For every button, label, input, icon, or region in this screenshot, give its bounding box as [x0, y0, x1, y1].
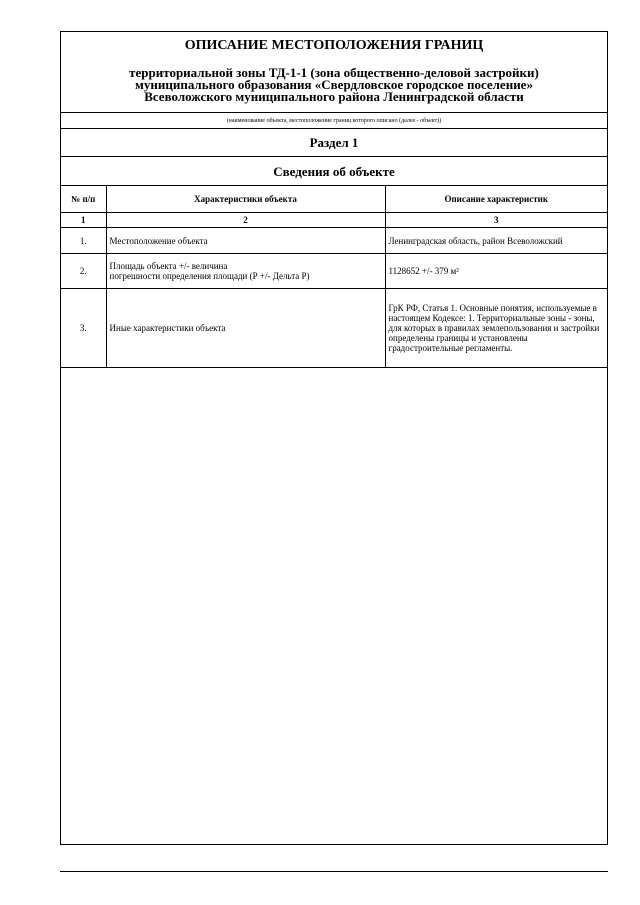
column-number: 3 — [385, 213, 607, 228]
row-characteristic: Местоположение объекта — [106, 228, 385, 254]
row-characteristic: Иные характеристики объекта — [106, 289, 385, 368]
subtitle-line: Всеволожского муниципального района Ленинградской области — [144, 89, 524, 104]
title-block — [61, 32, 607, 113]
header-description: Описание характеристик — [385, 186, 607, 213]
table-row — [61, 228, 607, 254]
characteristic-line: Площадь объекта +/- величина — [109, 261, 228, 271]
table-row — [61, 254, 607, 289]
row-description: 1128652 +/- 379 м² — [385, 254, 607, 289]
document-title: ОПИСАНИЕ МЕСТОПОЛОЖЕНИЯ ГРАНИЦ — [184, 38, 484, 53]
header-characteristic: Характеристики объекта — [106, 186, 385, 213]
header-num: № п/п — [61, 186, 106, 213]
row-characteristic — [106, 254, 385, 289]
document-frame — [60, 31, 608, 845]
object-caption: (наименование объекта, местоположение границ которого описано (далее - объект)) — [61, 113, 607, 129]
object-info-table — [61, 186, 607, 368]
section-title: Сведения об объекте — [61, 157, 607, 186]
table-header-row — [61, 186, 607, 213]
footer-divider — [60, 871, 608, 872]
column-number-row — [61, 213, 607, 228]
subtitle-line: территориальной зоны ТД-1-1 (зона общественно-деловой застройки) — [129, 65, 539, 80]
table-row — [61, 289, 607, 368]
row-num: 2. — [61, 254, 106, 289]
column-number: 1 — [61, 213, 106, 228]
row-description: ГрК РФ, Статья 1. Основные понятия, используемые в настоящем Кодексе: 1. Территориальные зоны - зоны, для которых в правилах землепользования и застройки определены границы и установлены градостроительные регламенты. — [385, 289, 607, 368]
characteristic-line: погрешности определения площади (Р +/- Дельта Р) — [109, 271, 310, 281]
document-subtitle — [81, 67, 587, 103]
row-description: Ленинградская область, район Всеволожский — [385, 228, 607, 254]
row-num: 1. — [61, 228, 106, 254]
subtitle-line: муниципального образования «Свердловское городское поселение» — [135, 77, 533, 92]
column-number: 2 — [106, 213, 385, 228]
row-num: 3. — [61, 289, 106, 368]
section-heading: Раздел 1 — [61, 129, 607, 157]
